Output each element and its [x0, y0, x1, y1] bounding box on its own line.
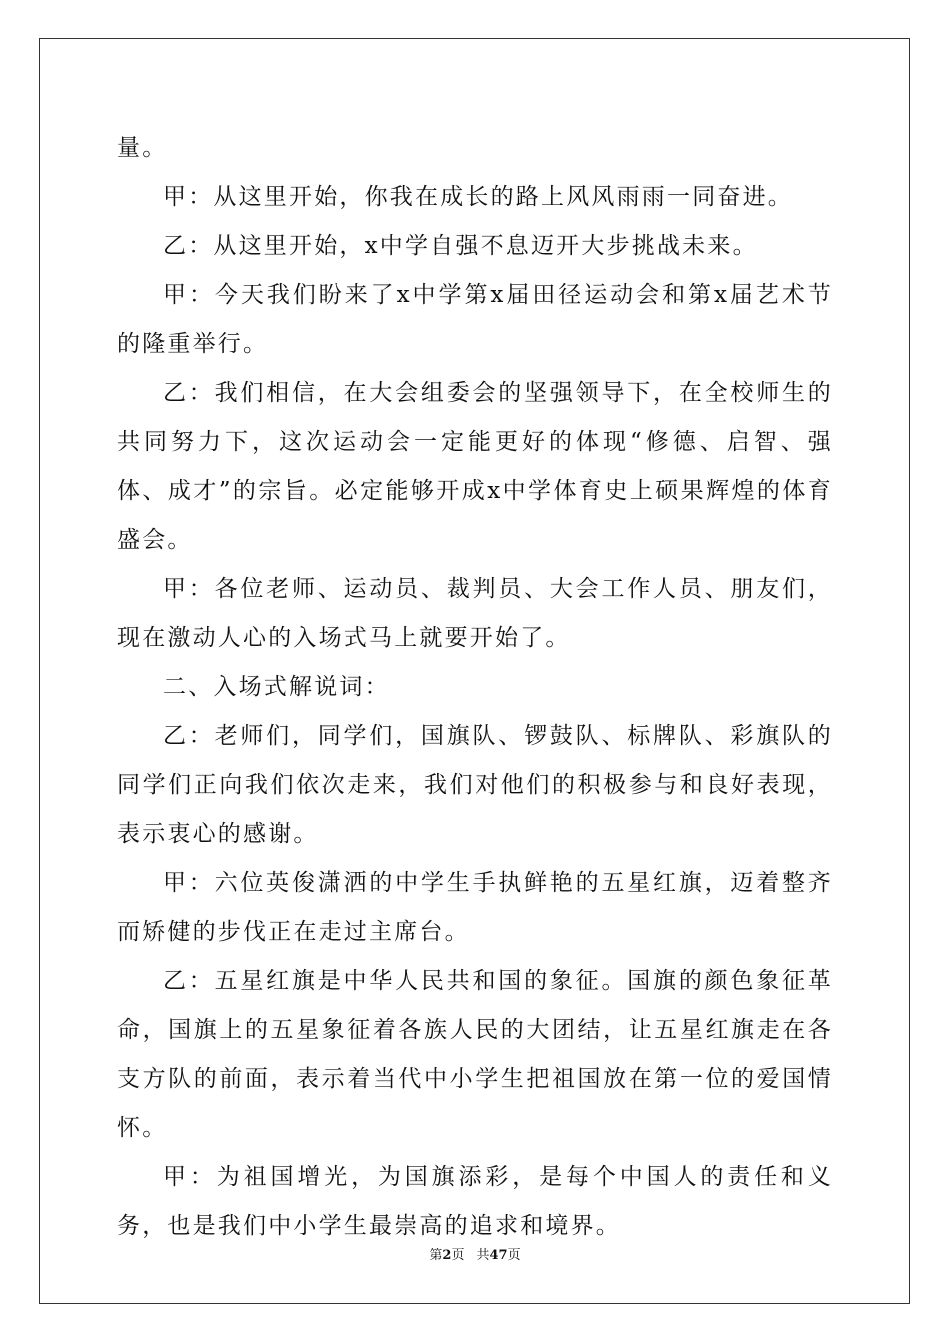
page-footer	[0, 1247, 950, 1265]
page-number: 2	[442, 1248, 452, 1263]
section-heading: 二、入场式解说词：	[163, 674, 390, 700]
document-body	[117, 124, 833, 1251]
paragraph: 乙：老师们，同学们，国旗队、锣鼓队、标牌队、彩旗队的同学们正向我们依次走来，我们对他们的积极参与和良好表现，表示衷心的感谢。	[117, 723, 833, 847]
paragraph: 甲：从这里开始，你我在成长的路上风风雨雨一同奋进。	[163, 184, 793, 210]
page-suffix: 页	[451, 1248, 465, 1263]
total-prefix: 共	[476, 1248, 490, 1263]
paragraph: 甲：为祖国增光，为国旗添彩，是每个中国人的责任和义务，也是我们中小学生最崇高的追求和境界。	[117, 1164, 833, 1239]
paragraph: 甲：六位英俊潇洒的中学生手执鲜艳的五星红旗，迈着整齐而矫健的步伐正在走过主席台。	[117, 870, 833, 945]
total-suffix: 页	[507, 1248, 521, 1263]
paragraph-continuation: 量。	[117, 135, 168, 161]
paragraph: 甲：今天我们盼来了x中学第x届田径运动会和第x届艺术节的隆重举行。	[117, 282, 833, 357]
paragraph: 乙：五星红旗是中华人民共和国的象征。国旗的颜色象征革命，国旗上的五星象征着各族人民的大团结，让五星红旗走在各支方队的前面，表示着当代中小学生把祖国放在第一位的爱国情怀。	[117, 968, 833, 1141]
paragraph: 乙：从这里开始，x中学自强不息迈开大步挑战未来。	[163, 233, 758, 259]
paragraph: 甲：各位老师、运动员、裁判员、大会工作人员、朋友们，现在激动人心的入场式马上就要开始了。	[117, 576, 833, 651]
total-pages: 47	[489, 1248, 508, 1263]
page-prefix: 第	[429, 1248, 443, 1263]
paragraph: 乙：我们相信，在大会组委会的坚强领导下，在全校师生的共同努力下，这次运动会一定能更好的体现“修德、启智、强体、成才”的宗旨。必定能够开成x中学体育史上硕果辉煌的体育盛会。	[117, 380, 833, 553]
